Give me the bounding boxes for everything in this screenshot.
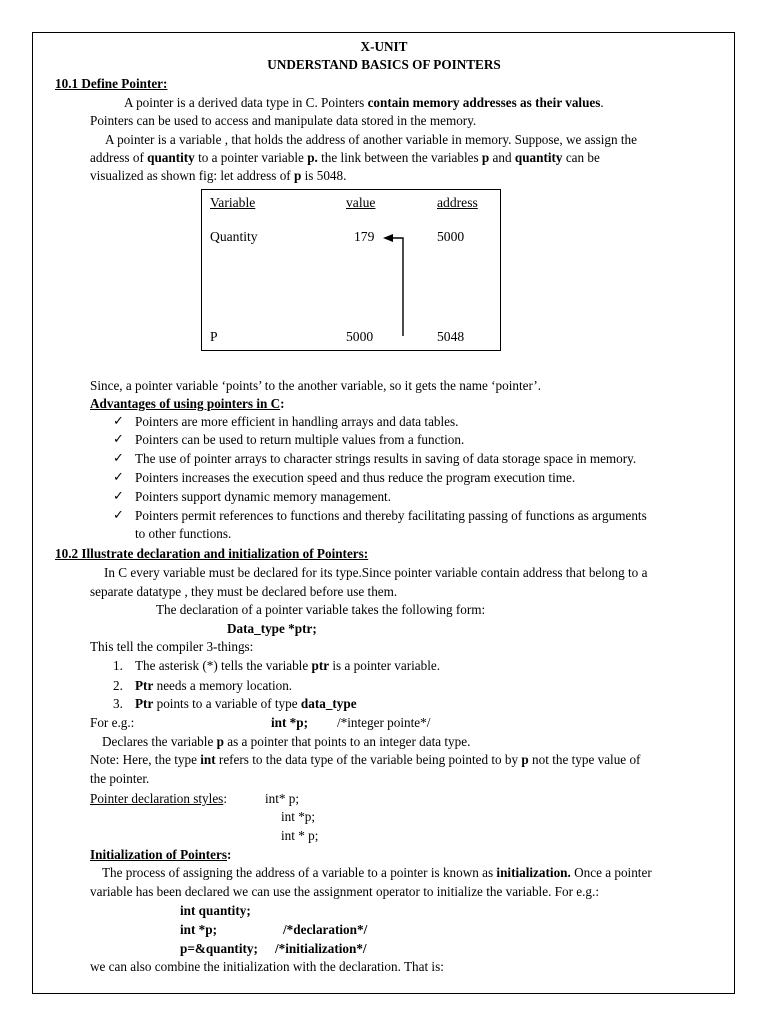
compiler-things-line: This tell the compiler 3-things: (90, 639, 254, 654)
check-icon: ✓ (113, 451, 124, 466)
intro-line-2: separate datatype , they must be declared before use them. (90, 584, 398, 599)
advantage-item: Pointers can be used to return multiple values from a function. (135, 432, 465, 447)
check-icon: ✓ (113, 508, 124, 523)
list-number: 3. (113, 696, 123, 711)
pointer-arrow (202, 190, 500, 350)
declaration-form-text: The declaration of a pointer variable takes the following form: (156, 602, 486, 617)
figure-row1-variable: Quantity (210, 229, 258, 244)
figure-row2-address: 5048 (437, 329, 465, 344)
declares-line: Declares the variable p as a pointer that points to an integer data type. (102, 734, 471, 749)
declaration-styles-label: Pointer declaration styles: (90, 791, 227, 806)
note-line-1: Note: Here, the type int refers to the data type of the variable being pointed to by p not the type value of (90, 752, 641, 767)
code-line-1: int quantity; (180, 903, 251, 918)
advantage-item: Pointers permit references to functions and thereby facilitating passing of functions as arguments (135, 508, 647, 523)
list-item: Ptr points to a variable of type data_type (135, 696, 357, 711)
advantage-item: Pointers increases the execution speed and thus reduce the program execution time. (135, 470, 576, 485)
example-comment: /*integer pointe*/ (337, 715, 431, 730)
note-line-2: the pointer. (90, 771, 150, 786)
list-number: 2. (113, 678, 123, 693)
code-line-2-comment: /*declaration*/ (283, 922, 368, 937)
advantages-heading: Advantages of using pointers in C: (90, 396, 285, 411)
paragraph-2-line-2: address of quantity to a pointer variable p. the link between the variables p and quantity can be (90, 150, 600, 165)
page-title: UNDERSTAND BASICS OF POINTERS (267, 57, 501, 72)
figure-row1-value: 179 (354, 229, 375, 244)
example-code: int *p; (271, 715, 309, 730)
figure-header-variable: Variable (210, 195, 256, 210)
advantage-item: Pointers support dynamic memory management. (135, 489, 392, 504)
advantage-item: The use of pointer arrays to character strings results in saving of data storage space in memory. (135, 451, 637, 466)
init-line-2: variable has been declared we can use the assignment operator to initialize the variable. For e.g.: (90, 884, 599, 899)
code-line-3-comment: /*initialization*/ (275, 941, 367, 956)
figure-row1-address: 5000 (437, 229, 465, 244)
check-icon: ✓ (113, 470, 124, 485)
check-icon: ✓ (113, 432, 124, 447)
list-item: Ptr needs a memory location. (135, 678, 293, 693)
paragraph-2-line-1: A pointer is a variable , that holds the address of another variable in memory. Suppose, we assign the (105, 132, 638, 147)
check-icon: ✓ (113, 414, 124, 429)
unit-title: X-UNIT (360, 39, 408, 54)
pointer-figure (201, 189, 501, 351)
list-number: 1. (113, 658, 123, 673)
code-line-3: p=&quantity; (180, 941, 258, 956)
figure-header-value: value (346, 195, 376, 210)
figure-row2-variable: P (210, 329, 218, 344)
init-line-1: The process of assigning the address of a variable to a pointer is known as initialization. Once a pointer (102, 865, 652, 880)
code-line-2: int *p; (180, 922, 218, 937)
style-3: int * p; (281, 828, 319, 843)
figure-row2-value: 5000 (346, 329, 374, 344)
since-line: Since, a pointer variable ‘points’ to the another variable, so it gets the name ‘pointer’. (90, 378, 542, 393)
declaration-form-code: Data_type *ptr; (227, 621, 317, 636)
paragraph-1-line-1: A pointer is a derived data type in C. Pointers contain memory addresses as their values. (124, 95, 604, 110)
style-2: int *p; (281, 809, 316, 824)
example-label: For e.g.: (90, 715, 135, 730)
combine-line: we can also combine the initialization with the declaration. That is: (90, 959, 444, 974)
figure-header-address: address (437, 195, 478, 210)
section-heading-10-1: 10.1 Define Pointer: (55, 76, 168, 91)
list-item: The asterisk (*) tells the variable ptr is a pointer variable. (135, 658, 441, 673)
paragraph-2-line-3: visualized as shown fig: let address of p is 5048. (90, 168, 347, 183)
section-heading-10-2: 10.2 Illustrate declaration and initialization of Pointers: (55, 546, 369, 561)
intro-line-1: In C every variable must be declared for its type.Since pointer variable contain address that belong to a (104, 565, 648, 580)
style-1: int* p; (265, 791, 300, 806)
advantage-item: Pointers are more efficient in handling arrays and data tables. (135, 414, 459, 429)
paragraph-1-line-2: Pointers can be used to access and manipulate data stored in the memory. (90, 113, 477, 128)
advantage-item-continued: to other functions. (135, 526, 232, 541)
initialization-heading: Initialization of Pointers: (90, 847, 232, 862)
check-icon: ✓ (113, 489, 124, 504)
